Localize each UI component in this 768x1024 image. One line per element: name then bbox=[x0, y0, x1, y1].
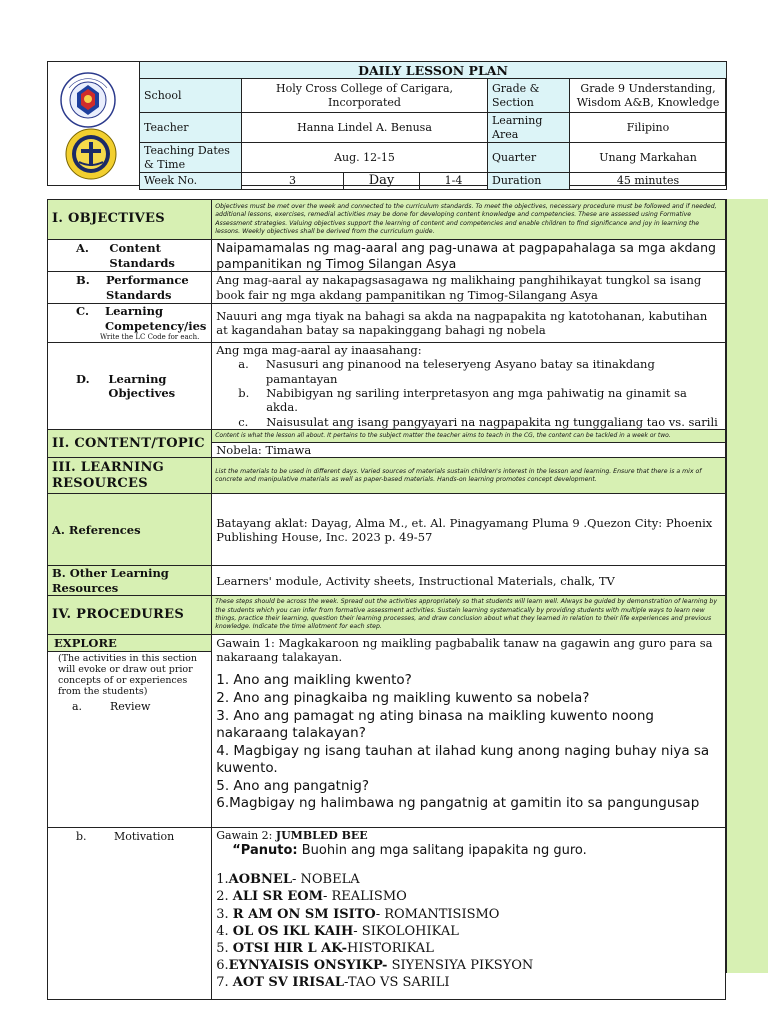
school-seal-icon bbox=[65, 128, 117, 180]
jumbled-item: 3. R AM ON SM ISITO- ROMANTISISMO bbox=[216, 906, 500, 922]
learning-objective-item: c. Naisusulat ang isang pangyayari na nagpapakita ng tunggaliang tao vs. sarili bbox=[238, 414, 718, 429]
review-question: 4. Magbigay ng isang tauhan at ilahad kung anong naging buhay niya sa kuwento. bbox=[216, 742, 710, 777]
jumbled-item: 2. ALI SR EOM- REALISMO bbox=[216, 889, 407, 905]
dates-value: Aug. 12-15 bbox=[242, 143, 488, 173]
week-label: Week No. bbox=[140, 173, 242, 190]
content-note: Content is what the lesson all about. It pertains to the subject matter the teacher aims to teach in the CG, the content can be tackled in a week or two. bbox=[212, 430, 726, 443]
motivation-title: Gawain 2: JUMBLED BEE bbox=[216, 828, 368, 842]
explore-label: EXPLORE bbox=[48, 635, 211, 652]
review-question: 2. Ano ang pinagkaiba ng maikling kuwento sa nobela? bbox=[216, 689, 590, 706]
duration-value: 45 minutes bbox=[570, 173, 727, 190]
jumbled-item: 6.EYNYAISIS ONSYIKP- SIYENSIYA PIKSYON bbox=[216, 958, 534, 974]
objectives-heading: I. OBJECTIVES bbox=[48, 200, 212, 240]
procedures-note: These steps should be across the week. Spread out the activities appropriately so that students will learn well. Always be guided by demonstration of learning by the students which you can infer from formative assessment activities. Sustain learning systematically by providing students with multiple ways to learn new things, practice their learning, question their learning processes, and draw conclusion about what they learned in relation to their life experiences and previous knowledge. Indicate the time allotment for each step. bbox=[212, 596, 726, 634]
teacher-value: Hanna Lindel A. Benusa bbox=[242, 113, 488, 143]
week-value: 3 bbox=[242, 173, 344, 190]
objectives-note: Objectives must be met over the week and connected to the curriculum standards. To meet the objectives, necessary procedure must be followed and if needed, additional lessons, exercises, remedial activities may be done for developing content knowledge and competencies. These are assessed using Formative Assessment strategies. Valuing objectives support the learning of content and competencies and enable children to find significance and joy in learning the lessons. Weekly objectives shall be derived from the curriculum guide. bbox=[212, 200, 726, 240]
review-question: 1. Ano ang maikling kwento? bbox=[216, 672, 412, 689]
jumbled-item: 5. OTSI HIR L AK-HISTORIKAL bbox=[216, 940, 434, 956]
area-value: Filipino bbox=[570, 113, 727, 143]
teacher-label: Teacher bbox=[140, 113, 242, 143]
content-standards-value: Naipamamalas ng mag-aaral ang pag-unawa at pagpapahalaga sa mga akdang pampanitikan ng Timog Silangan Asya bbox=[212, 240, 726, 272]
competency-sub: Write the LC Code for each. bbox=[100, 333, 200, 341]
content-standards-label: A. Content Standards bbox=[48, 240, 212, 272]
lesson-table bbox=[47, 199, 726, 1000]
learning-objectives-label: D. Learning Objectives bbox=[48, 342, 212, 429]
learning-objective-item: b. Nabibigyan ng sariling interpretasyon ang mga pahiwatig na ginamit sa akda. bbox=[238, 385, 687, 415]
performance-standards-value: Ang mag-aaral ay nakapagsasagawa ng malikhaing panghihikayat tungkol sa isang book fair ng mga akdang pampanitikan ng Timog-Silangang Asya bbox=[212, 272, 726, 304]
motivation-cell bbox=[48, 827, 212, 999]
grade-label: Grade & Section bbox=[488, 79, 570, 113]
jumbled-item: 4. OL OS IKL KAIH- SIKOLOHIKAL bbox=[216, 923, 459, 939]
resources-heading: III. LEARNING RESOURCES bbox=[48, 458, 212, 494]
quarter-label: Quarter bbox=[488, 143, 570, 173]
jumbled-item: 7. AOT SV IRISAL-TAO VS SARILI bbox=[216, 975, 450, 991]
competency-label: C. Learning Competency/ies Write the LC Code for each. bbox=[48, 304, 212, 343]
area-label: Learning Area bbox=[488, 113, 570, 143]
explore-cell bbox=[48, 634, 212, 827]
header-table bbox=[139, 61, 727, 190]
content-heading: II. CONTENT/TOPIC bbox=[48, 430, 212, 458]
competency-value: Nauuri ang mga tiyak na bahagi sa akda na nagpapakita ng katotohanan, kabutihan at kagandahan batay sa napakinggang bahagi ng nobela bbox=[212, 304, 726, 343]
review-label: a. Review bbox=[72, 699, 151, 713]
review-value bbox=[212, 634, 726, 827]
jumbled-item: 1.AOBNEL- NOBELA bbox=[216, 872, 360, 888]
panuto: “Panuto: Buohin ang mga salitang ipapakita ng guro. bbox=[232, 843, 587, 859]
school-value: Holy Cross College of Carigara, Incorporated bbox=[242, 79, 488, 113]
learning-objectives-value bbox=[212, 342, 726, 429]
other-resources-label: B. Other Learning Resources bbox=[48, 566, 212, 596]
notes-column bbox=[726, 199, 768, 973]
references-value: Batayang aklat: Dayag, Alma M., et. Al. Pinagyamang Pluma 9 .Quezon City: Phoenix Publishing House, Inc. 2023 p. 49-57 bbox=[212, 494, 726, 566]
review-question: 3. Ano ang pamagat ng ating binasa na maikling kuwento noong nakaraang talakayan? bbox=[216, 707, 654, 742]
day-value: 1-4 bbox=[420, 173, 488, 190]
deped-seal-icon bbox=[60, 72, 116, 128]
review-question: 6.Magbigay ng halimbawa ng pangatnig at gamitin ito sa pangungusap bbox=[216, 795, 700, 812]
learning-objectives-intro: Ang mga mag-aaral ay inaasahang: bbox=[216, 342, 422, 357]
motivation-value bbox=[212, 827, 726, 999]
duration-label: Duration bbox=[488, 173, 570, 190]
other-resources-value: Learners' module, Activity sheets, Instructional Materials, chalk, TV bbox=[212, 566, 726, 596]
performance-standards-label: B. Performance Standards bbox=[48, 272, 212, 304]
procedures-heading: IV. PROCEDURES bbox=[48, 596, 212, 634]
school-label: School bbox=[140, 79, 242, 113]
motivation-label: b. Motivation bbox=[76, 829, 175, 843]
learning-objective-item: a. Nasusuri ang pinanood na teleseryeng Asyano batay sa itinakdang pamantayan bbox=[238, 357, 655, 386]
content-value: Nobela: Timawa bbox=[212, 443, 726, 458]
day-label: Day bbox=[344, 173, 420, 190]
references-label: A. References bbox=[48, 494, 212, 566]
dates-label: Teaching Dates & Time bbox=[140, 143, 242, 173]
resources-note: List the materials to be used in different days. Varied sources of materials sustain children's interest in the lesson and learning. Ensure that there is a mix of concrete and manipulative materials as well as paper-based materials. Hands-on learning promotes concept development. bbox=[212, 458, 726, 494]
explore-desc: (The activities in this section will evoke or draw out prior concepts of or experiences from the students) bbox=[58, 653, 197, 697]
quarter-value: Unang Markahan bbox=[570, 143, 727, 173]
review-intro: Gawain 1: Magkakaroon ng maikling pagbabalik tanaw na gagawin ang guro para sa nakaraang talakayan. bbox=[216, 635, 713, 665]
review-question: 5. Ano ang pangatnig? bbox=[216, 777, 370, 794]
page-title: DAILY LESSON PLAN bbox=[140, 62, 727, 79]
grade-value: Grade 9 Understanding, Wisdom A&B, Knowledge bbox=[570, 79, 727, 113]
